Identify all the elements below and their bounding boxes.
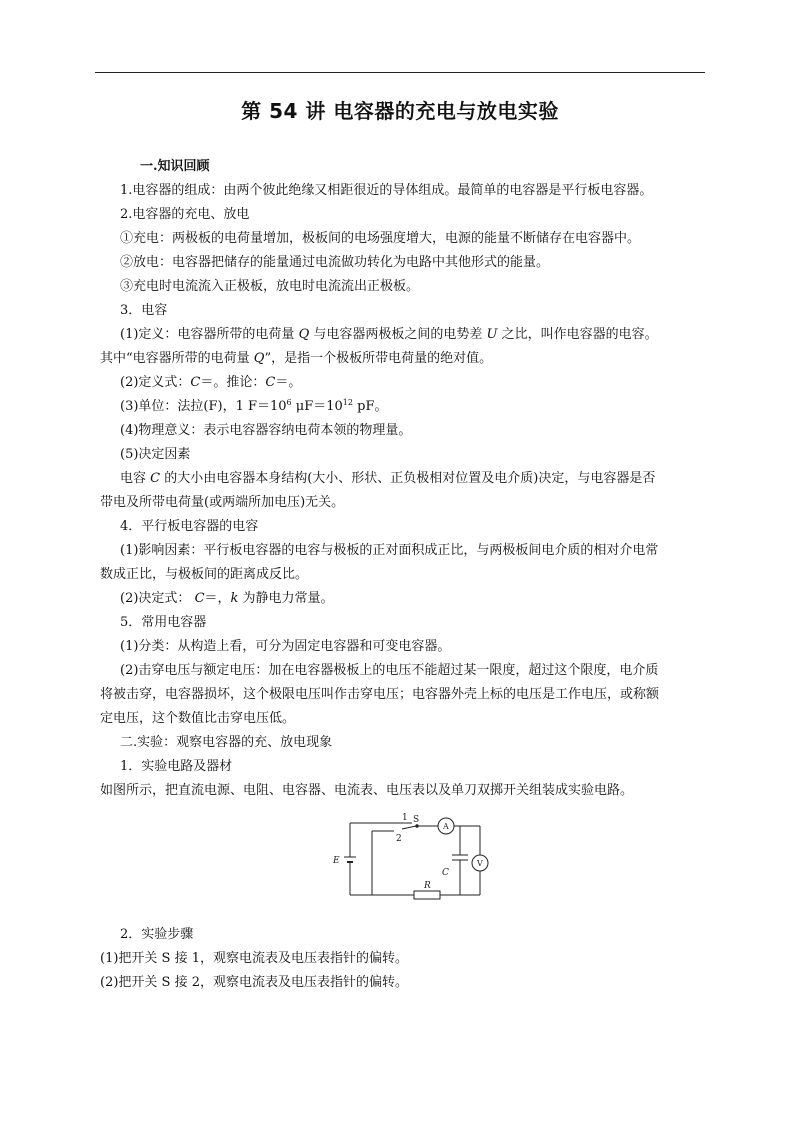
paragraph: (2)决定式： C＝，k 为静电力常量。 bbox=[120, 591, 334, 606]
paragraph: (1)分类：从构造上看，可分为固定电容器和可变电容器。 bbox=[120, 639, 451, 654]
resistor-icon bbox=[414, 891, 440, 899]
paragraph: (1)定义：电容器所带的电荷量 Q 与电容器两极板之间的电势差 U 之比，叫作电容器的电容。 bbox=[120, 327, 658, 342]
label-ammeter: A bbox=[443, 822, 449, 831]
paragraph: (1)把开关 S 接 1，观察电流表及电压表指针的偏转。 bbox=[100, 951, 408, 966]
label-contact-2: 2 bbox=[396, 834, 402, 844]
paragraph: 3．电容 bbox=[120, 303, 168, 318]
paragraph: (3)单位：法拉(F)，1 $F=10^6$ $\mu F=10^{12}$ pF。 bbox=[120, 398, 388, 414]
paragraph: ③充电时电流流入正极板，放电时电流流出正极板。 bbox=[120, 279, 420, 294]
paragraph: (2)定义式：C＝。推论：C＝。 bbox=[120, 375, 302, 390]
label-voltmeter: V bbox=[477, 859, 483, 868]
paragraph: 2．实验步骤 bbox=[120, 927, 194, 942]
paragraph: 电容 C 的大小由电容器本身结构(大小、形状、正负极相对位置及电介质)决定，与电容器是否 bbox=[120, 471, 656, 486]
paragraph: 1．实验电路及器材 bbox=[120, 759, 233, 774]
paragraph: 4．平行板电容器的电容 bbox=[120, 519, 259, 534]
document-body bbox=[100, 155, 710, 995]
paragraph: 2.电容器的充电、放电 bbox=[120, 207, 250, 222]
label-contact-1: 1 bbox=[402, 813, 408, 823]
label-switch: S bbox=[413, 815, 420, 825]
paragraph: 数成正比，与极板间的距离成反比。 bbox=[100, 567, 309, 582]
paragraph: (2)击穿电压与额定电压：加在电容器极板上的电压不能超过某一限度，超过这个限度，电介质 bbox=[120, 663, 659, 678]
circuit-diagram bbox=[120, 803, 710, 923]
switch-blade bbox=[402, 826, 416, 829]
label-capacitor: C bbox=[442, 868, 449, 878]
paragraph: (2)把开关 S 接 2，观察电流表及电压表指针的偏转。 bbox=[100, 975, 408, 990]
paragraph: (4)物理意义：表示电容器容纳电荷本领的物理量。 bbox=[120, 423, 412, 438]
top-rule bbox=[95, 72, 705, 73]
paragraph: 将被击穿，电容器损坏，这个极限电压叫作击穿电压；电容器外壳上标的电压是工作电压，或称额 bbox=[100, 687, 660, 702]
circuit-svg bbox=[330, 813, 490, 913]
section-heading-knowledge: 一.知识回顾 bbox=[140, 159, 210, 174]
page-title: 第 54 讲 电容器的充电与放电实验 bbox=[241, 99, 559, 123]
paragraph: ②放电：电容器把储存的能量通过电流做功转化为电路中其他形式的能量。 bbox=[120, 255, 550, 270]
paragraph: (5)决定因素 bbox=[120, 447, 191, 462]
paragraph: 5．常用电容器 bbox=[120, 615, 207, 630]
paragraph: 其中“电容器所带的电荷量 Q”，是指一个极板所带电荷量的绝对值。 bbox=[100, 351, 493, 366]
paragraph: 定电压，这个数值比击穿电压低。 bbox=[100, 711, 296, 726]
label-source: E bbox=[333, 856, 340, 866]
section-heading-experiment: 二.实验：观察电容器的充、放电现象 bbox=[120, 735, 333, 750]
paragraph: 1.电容器的组成：由两个彼此绝缘又相距很近的导体组成。最简单的电容器是平行板电容器。 bbox=[120, 183, 653, 198]
paragraph: (1)影响因素：平行板电容器的电容与极板的正对面积成正比，与两极板间电介质的相对介电常 bbox=[120, 543, 659, 558]
paragraph: 带电及所带电荷量(或两端所加电压)无关。 bbox=[100, 495, 345, 510]
paragraph: 如图所示，把直流电源、电阻、电容器、电流表、电压表以及单刀双掷开关组装成实验电路。 bbox=[100, 783, 634, 798]
label-resistor: R bbox=[424, 881, 431, 891]
paragraph: ①充电：两极板的电荷量增加，极板间的电场强度增大，电源的能量不断储存在电容器中。 bbox=[120, 231, 641, 246]
